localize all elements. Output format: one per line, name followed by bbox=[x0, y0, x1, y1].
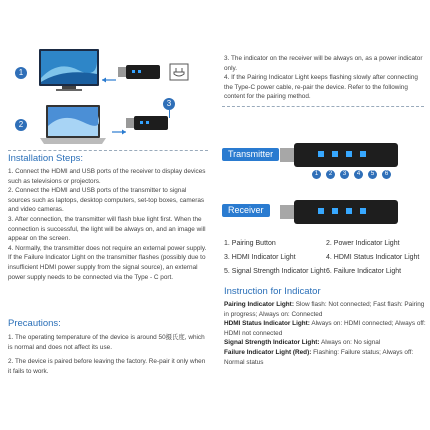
precautions-heading: Precautions: bbox=[8, 318, 61, 329]
receiver-dongle-image bbox=[118, 64, 162, 80]
callout-3: 3 bbox=[340, 170, 349, 179]
arrow-right-icon bbox=[112, 122, 126, 128]
tv-illustration bbox=[38, 48, 100, 92]
indicator-instructions: Pairing Indicator Light: Slow flash: Not connected; Fast flash: Pairing in progress; Always on: Connected HDMI Status Indicator Light: Always on: HDMI connected; Always off: HDMI not connected Signal Strength Indicator Light: Always on: No signal Failure Indicator Light (Red): Flashing: Failure status; Always off: Normal status bbox=[224, 301, 426, 366]
transmitter-device-image bbox=[280, 142, 400, 168]
transmitter-dongle-image bbox=[126, 115, 170, 131]
installation-steps-text: 1. Connect the HDMI and USB ports of the receiver to display devices such as televisions or projectors. 2. Connect the HDMI and USB ports of the transmitter to signal sources such as laptops, desktop computers, set-top boxes, cameras and video cameras. 3. After connection, the transmitter will flash blue light first. When the connection is successful, the light will be always on, and an image will appear on the screen. 4. Normally, the transmitter does not require an external power supply. If the Failure Indicator Light on the transmitter flashes (possibly due to insufficient HDMI power supply from the signal source), an external power supply needs to be connected via the Type - C port. bbox=[8, 168, 207, 281]
step-2-badge: 2 bbox=[15, 119, 27, 131]
feature-power-indicator: 2. Power Indicator Light bbox=[326, 240, 400, 247]
feature-signal-strength-indicator: 5. Signal Strength Indicator Light bbox=[224, 268, 326, 275]
precautions-text: 1. The operating temperature of the device is around 50摄氏度, which is normal and does not affect its use. 2. The device is paired before leaving the factory. Re-pair it only when it fails to work. bbox=[8, 334, 206, 375]
power-adapter-icon bbox=[168, 62, 190, 82]
callout-6: 6 bbox=[382, 170, 391, 179]
step-1-badge: 1 bbox=[15, 67, 27, 79]
left-divider bbox=[8, 150, 208, 151]
feature-pairing-button: 1. Pairing Button bbox=[224, 240, 276, 247]
callout-2: 2 bbox=[326, 170, 335, 179]
arrow-left-icon bbox=[102, 70, 116, 76]
receiver-device-image bbox=[280, 199, 400, 225]
transmitter-label: Transmitter bbox=[222, 148, 279, 161]
feature-hdmi-indicator: 3. HDMI Indicator Light bbox=[224, 254, 296, 261]
laptop-illustration bbox=[38, 104, 108, 146]
right-divider bbox=[222, 106, 424, 107]
callout-5: 5 bbox=[368, 170, 377, 179]
step-3-badge: 3 bbox=[163, 98, 175, 110]
transmitter-callouts bbox=[312, 170, 392, 180]
callout-1: 1 bbox=[312, 170, 321, 179]
connector-line bbox=[169, 110, 170, 118]
receiver-label: Receiver bbox=[222, 204, 270, 217]
installation-steps-heading: Installation Steps: bbox=[8, 153, 83, 164]
feature-failure-indicator: 6. Failure Indicator Light bbox=[326, 268, 402, 275]
receiver-notes-text: 3. The indicator on the receiver will be always on, as a power indicator only. 4. If the Pairing Indicator Light keeps flashing slowly after connecting the Type-C power cable, re-pair the device. Refer to the following content for the pairing method. bbox=[224, 55, 423, 101]
instruction-heading: Instruction for Indicator bbox=[224, 286, 321, 297]
callout-4: 4 bbox=[354, 170, 363, 179]
feature-hdmi-status-indicator: 4. HDMI Status Indicator Light bbox=[326, 254, 420, 261]
